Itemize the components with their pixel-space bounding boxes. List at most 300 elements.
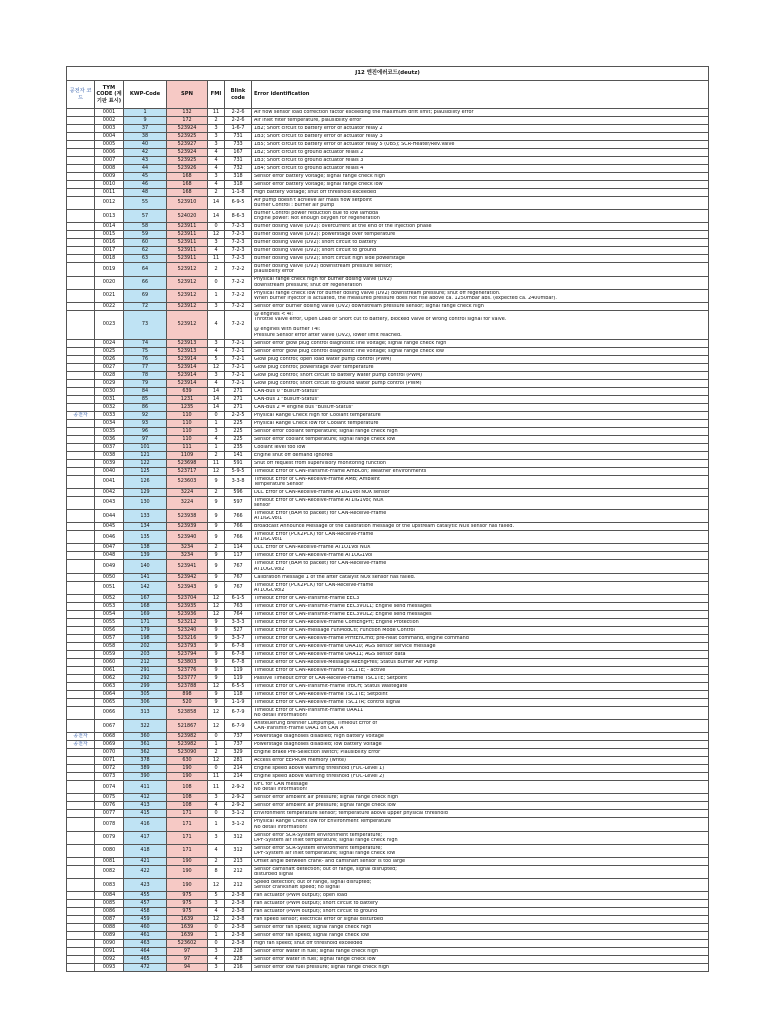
- tym-code-cell: 0007: [95, 157, 124, 165]
- error-identification-cell: [252, 157, 709, 165]
- fmi-cell: 0: [208, 924, 225, 932]
- spn-cell: 108: [167, 781, 208, 794]
- blink-code-cell: 216: [225, 964, 252, 972]
- error-text-line: Timeout Error of CAN-Receive-Frame UAA10; AGS sensor service message: [254, 643, 436, 649]
- spn-cell: 523717: [167, 467, 208, 475]
- blink-code-cell: 2-3-8: [225, 900, 252, 908]
- group-code-cell: [67, 698, 95, 706]
- error-text-line: Timeout Error of CAN-Receive-Frame PrHtEnCmd; pre-heat command, engine command: [254, 635, 469, 641]
- tym-code-cell: 0046: [95, 531, 124, 544]
- kwp-code-cell: 63: [124, 255, 167, 263]
- group-code-cell: [67, 642, 95, 650]
- table-row: [67, 844, 709, 857]
- error-text-line: Sensor crankshaft speed; no signal: [254, 885, 340, 891]
- blink-code-cell: 766: [225, 531, 252, 544]
- spn-cell: 523911: [167, 239, 208, 247]
- spn-cell: 523212: [167, 618, 208, 626]
- error-identification-cell: [252, 618, 709, 626]
- table-row: [67, 510, 709, 523]
- blink-code-cell: 7-2-1: [225, 379, 252, 387]
- error-identification-cell: [252, 741, 709, 749]
- error-text-line: Fan actuator (PWM output); short circuit to ground: [254, 909, 378, 915]
- fmi-cell: 12: [208, 682, 225, 690]
- kwp-code-cell: 122: [124, 459, 167, 467]
- tym-code-cell: 0066: [95, 706, 124, 719]
- blink-code-cell: 3-3-3: [225, 618, 252, 626]
- kwp-code-cell: 292: [124, 674, 167, 682]
- table-row: [67, 263, 709, 276]
- error-text-line: Burner dosing valve (DV2): short circuit to battery: [254, 240, 377, 246]
- kwp-code-cell: 73: [124, 310, 167, 339]
- tym-code-cell: 0029: [95, 379, 124, 387]
- fmi-cell: 12: [208, 916, 225, 924]
- table-row: [67, 765, 709, 773]
- tym-code-cell: 0040: [95, 467, 124, 475]
- kwp-code-cell: 72: [124, 302, 167, 310]
- kwp-code-cell: 37: [124, 125, 167, 133]
- blink-code-cell: 119: [225, 666, 252, 674]
- blink-code-cell: 214: [225, 773, 252, 781]
- tym-code-cell: 0071: [95, 757, 124, 765]
- fmi-cell: 12: [208, 879, 225, 892]
- blink-code-cell: 6-9-5: [225, 197, 252, 210]
- spn-cell: 523935: [167, 602, 208, 610]
- fmi-cell: 3: [208, 427, 225, 435]
- table-row: [67, 642, 709, 650]
- kwp-code-cell: 48: [124, 189, 167, 197]
- tym-code-cell: 0057: [95, 634, 124, 642]
- table-row: [67, 666, 709, 674]
- blink-code-cell: 318: [225, 181, 252, 189]
- table-row: [67, 395, 709, 403]
- spn-cell: 523698: [167, 459, 208, 467]
- kwp-code-cell: 96: [124, 427, 167, 435]
- error-text-line: AT1OGCVol2: [254, 566, 285, 572]
- error-identification-cell: [252, 189, 709, 197]
- fmi-cell: 3: [208, 794, 225, 802]
- error-identification-cell: [252, 523, 709, 531]
- kwp-code-cell: 422: [124, 865, 167, 878]
- blink-code-cell: 329: [225, 749, 252, 757]
- table-row: [67, 900, 709, 908]
- error-identification-cell: [252, 857, 709, 865]
- error-identification-cell: [252, 552, 709, 560]
- fmi-cell: 3: [208, 900, 225, 908]
- tym-code-cell: 0022: [95, 302, 124, 310]
- fmi-cell: 12: [208, 602, 225, 610]
- kwp-code-cell: 45: [124, 173, 167, 181]
- kwp-code-cell: 130: [124, 496, 167, 509]
- tym-code-cell: 0068: [95, 733, 124, 741]
- table-row: [67, 125, 709, 133]
- blink-code-cell: 767: [225, 560, 252, 573]
- fmi-cell: 3: [208, 302, 225, 310]
- spn-cell: 630: [167, 757, 208, 765]
- error-identification-cell: [252, 844, 709, 857]
- group-code-cell: 공전자: [67, 733, 95, 741]
- blink-code-cell: 2-3-8: [225, 908, 252, 916]
- tym-code-cell: 0056: [95, 626, 124, 634]
- error-text-line: CAN-Bus 2 = engine bus "BusOff-Status": [254, 404, 354, 410]
- fmi-cell: 9: [208, 666, 225, 674]
- kwp-code-cell: 135: [124, 531, 167, 544]
- error-text-line: Environment temperature sensor; temperature above upper physical threshold: [254, 811, 448, 817]
- table-row: [67, 289, 709, 302]
- tym-code-cell: 0023: [95, 310, 124, 339]
- blink-code-cell: 7-2-3: [225, 239, 252, 247]
- error-text-line: Sensor error burner dosing valve (DV2) downstream pressure sensor; signal range check high: [254, 303, 484, 309]
- blink-code-cell: 2-3-8: [225, 940, 252, 948]
- blink-code-cell: 3-3-7: [225, 634, 252, 642]
- error-text-line: DLC Error of CAN-Receive-Frame AT1IG1Vol NOX sensor: [254, 489, 390, 495]
- tym-code-cell: 0028: [95, 371, 124, 379]
- blink-code-cell: 2-9-2: [225, 794, 252, 802]
- error-text-line: Burner Control power reduction due to low lambda: [254, 211, 379, 217]
- fmi-cell: 9: [208, 626, 225, 634]
- kwp-code-cell: 411: [124, 781, 167, 794]
- group-code-cell: [67, 276, 95, 289]
- kwp-code-cell: 362: [124, 749, 167, 757]
- table-row: [67, 379, 709, 387]
- error-identification-cell: [252, 900, 709, 908]
- group-code-cell: [67, 239, 95, 247]
- kwp-code-cell: 313: [124, 706, 167, 719]
- blink-code-cell: 212: [225, 879, 252, 892]
- error-identification-cell: [252, 610, 709, 618]
- fmi-cell: 2: [208, 263, 225, 276]
- group-code-cell: [67, 552, 95, 560]
- error-text-line: Timeout Error of CAN-Receive-Frame TSC1TR; control signal: [254, 699, 401, 705]
- error-text-line: plausibility error: [254, 269, 294, 275]
- spn-cell: 975: [167, 900, 208, 908]
- blink-code-cell: 6-1-5: [225, 594, 252, 602]
- table-row: [67, 371, 709, 379]
- spn-cell: 523924: [167, 125, 208, 133]
- error-text-line: downstream pressure; shut off regeneration: [254, 282, 362, 288]
- error-identification-cell: [252, 634, 709, 642]
- spn-cell: 190: [167, 773, 208, 781]
- spn-cell: 1639: [167, 916, 208, 924]
- group-code-cell: [67, 706, 95, 719]
- kwp-code-cell: 60: [124, 239, 167, 247]
- kwp-code-cell: 198: [124, 634, 167, 642]
- spn-cell: 524020: [167, 210, 208, 223]
- error-identification-cell: [252, 831, 709, 844]
- table-title-row: [67, 67, 709, 81]
- blink-code-cell: 1-1-9: [225, 698, 252, 706]
- kwp-code-cell: 62: [124, 247, 167, 255]
- group-code-cell: [67, 355, 95, 363]
- kwp-code-cell: 92: [124, 411, 167, 419]
- error-text-line: AT1IGCVol1: [254, 516, 283, 522]
- spn-cell: 523924: [167, 149, 208, 157]
- error-text-line: Timeout error of CAN-Receive-Message ReEngPres; Status Burner Air Pump: [254, 659, 438, 665]
- tym-code-cell: 0059: [95, 650, 124, 658]
- table-row: [67, 610, 709, 618]
- blink-code-cell: 732: [225, 165, 252, 173]
- error-text-line: Burner Control : burner air pump: [254, 203, 335, 209]
- error-identification-cell: [252, 109, 709, 117]
- kwp-code-cell: 378: [124, 757, 167, 765]
- error-text-line: Physical Range Check low for Environment Temperature: [254, 819, 392, 825]
- error-text-line: Engine speed above warning threshold (FOC-Level 1): [254, 766, 385, 772]
- error-identification-cell: [252, 956, 709, 964]
- error-identification-cell: [252, 650, 709, 658]
- fmi-cell: 12: [208, 363, 225, 371]
- group-code-cell: [67, 451, 95, 459]
- blink-code-cell: 228: [225, 956, 252, 964]
- spn-cell: 97: [167, 948, 208, 956]
- blink-code-cell: 119: [225, 674, 252, 682]
- fmi-cell: 0: [208, 810, 225, 818]
- error-text-line: Sensor error battery voltage; signal range check high: [254, 173, 385, 179]
- group-code-cell: [67, 634, 95, 642]
- group-code-cell: [67, 924, 95, 932]
- error-text-line: DPF-System air inlet temperature; signal range check low: [254, 850, 396, 856]
- table-row: [67, 403, 709, 411]
- tym-code-cell: 0055: [95, 618, 124, 626]
- kwp-code-cell: 305: [124, 690, 167, 698]
- fmi-cell: 12: [208, 757, 225, 765]
- spn-cell: 108: [167, 802, 208, 810]
- fmi-cell: 9: [208, 698, 225, 706]
- error-identification-cell: [252, 419, 709, 427]
- fmi-cell: 1: [208, 443, 225, 451]
- fmi-cell: 4: [208, 247, 225, 255]
- kwp-code-cell: 455: [124, 892, 167, 900]
- fmi-cell: 12: [208, 231, 225, 239]
- error-text-line: Ansteuerung Brenner Luftpumpe, Timeout Error of: [254, 720, 378, 726]
- blink-code-cell: 214: [225, 765, 252, 773]
- tym-code-cell: 0076: [95, 802, 124, 810]
- fmi-cell: 11: [208, 109, 225, 117]
- blink-code-cell: 7-2-1: [225, 339, 252, 347]
- tym-code-cell: 0015: [95, 231, 124, 239]
- blink-code-cell: 318: [225, 173, 252, 181]
- tym-code-cell: 0073: [95, 773, 124, 781]
- header-spn: SPN: [167, 81, 208, 109]
- spn-cell: 523788: [167, 682, 208, 690]
- error-text-line: @ engines < 4l:: [254, 311, 293, 317]
- spn-cell: 171: [167, 844, 208, 857]
- table-row: [67, 573, 709, 581]
- error-identification-cell: [252, 802, 709, 810]
- blink-code-cell: 312: [225, 844, 252, 857]
- tym-code-cell: 0047: [95, 544, 124, 552]
- blink-code-cell: 3-1-2: [225, 810, 252, 818]
- table-row: [67, 496, 709, 509]
- spn-cell: 523941: [167, 560, 208, 573]
- group-code-cell: [67, 443, 95, 451]
- tym-code-cell: 0079: [95, 831, 124, 844]
- error-text-line: Glow plug control; short circuit to battery water pump control (PWM): [254, 372, 423, 378]
- blink-code-cell: 7-2-2: [225, 289, 252, 302]
- error-identification-cell: [252, 642, 709, 650]
- spn-cell: 168: [167, 173, 208, 181]
- fmi-cell: 14: [208, 197, 225, 210]
- fmi-cell: 4: [208, 435, 225, 443]
- error-text-line: Timeout Error of CAN-Receive-Frame TSC1TE; Setpoint: [254, 691, 388, 697]
- error-identification-cell: [252, 682, 709, 690]
- error-identification-cell: [252, 141, 709, 149]
- kwp-code-cell: 85: [124, 395, 167, 403]
- tym-code-cell: 0089: [95, 932, 124, 940]
- kwp-code-cell: 79: [124, 379, 167, 387]
- error-identification-cell: [252, 355, 709, 363]
- error-identification-cell: [252, 733, 709, 741]
- error-text-line: Sensor camshaft detection; out of range, signal disrupted;: [254, 866, 397, 872]
- spn-cell: 520: [167, 698, 208, 706]
- kwp-code-cell: 121: [124, 451, 167, 459]
- group-code-cell: [67, 363, 95, 371]
- kwp-code-cell: 360: [124, 733, 167, 741]
- fmi-cell: 9: [208, 690, 225, 698]
- blink-code-cell: 3-1-2: [225, 818, 252, 831]
- error-identification-cell: [252, 181, 709, 189]
- spn-cell: 523911: [167, 223, 208, 231]
- kwp-code-cell: 412: [124, 794, 167, 802]
- tym-code-cell: 0011: [95, 189, 124, 197]
- fmi-cell: 9: [208, 475, 225, 488]
- group-code-cell: [67, 674, 95, 682]
- kwp-code-cell: 463: [124, 940, 167, 948]
- error-identification-cell: [252, 690, 709, 698]
- tym-code-cell: 0018: [95, 255, 124, 263]
- error-text-line: Throttle valve error, Open Load or Short cut to Battery, blocked valve or wrong control signal for valve.: [254, 317, 507, 323]
- error-text-line: Coolant level too low: [254, 444, 306, 450]
- blink-code-cell: 7-2-3: [225, 247, 252, 255]
- kwp-code-cell: 458: [124, 908, 167, 916]
- table-row: [67, 749, 709, 757]
- group-code-cell: [67, 435, 95, 443]
- tym-code-cell: 0078: [95, 818, 124, 831]
- error-identification-cell: [252, 395, 709, 403]
- kwp-code-cell: 361: [124, 741, 167, 749]
- spn-cell: 190: [167, 865, 208, 878]
- spn-cell: 523240: [167, 626, 208, 634]
- blink-code-cell: 733: [225, 141, 252, 149]
- table-row: [67, 720, 709, 733]
- fmi-cell: 3: [208, 125, 225, 133]
- table-row: [67, 626, 709, 634]
- error-identification-cell: [252, 435, 709, 443]
- group-code-cell: [67, 857, 95, 865]
- table-row: [67, 488, 709, 496]
- tym-code-cell: 0027: [95, 363, 124, 371]
- spn-cell: 168: [167, 181, 208, 189]
- error-identification-cell: [252, 602, 709, 610]
- error-identification-cell: [252, 781, 709, 794]
- group-code-cell: [67, 173, 95, 181]
- blink-code-cell: 7-2-2: [225, 263, 252, 276]
- tym-code-cell: 0008: [95, 165, 124, 173]
- fmi-cell: 9: [208, 650, 225, 658]
- table-row: [67, 347, 709, 355]
- error-identification-cell: [252, 773, 709, 781]
- kwp-code-cell: 84: [124, 387, 167, 395]
- group-code-cell: [67, 289, 95, 302]
- blink-code-cell: 597: [225, 496, 252, 509]
- blink-code-cell: 2-2-6: [225, 109, 252, 117]
- tym-code-cell: 0062: [95, 674, 124, 682]
- error-text-line: Sensor error SCR-System environment temperature;: [254, 832, 383, 838]
- blink-code-cell: 7-2-1: [225, 371, 252, 379]
- blink-code-cell: 6-7-9: [225, 720, 252, 733]
- error-identification-cell: [252, 371, 709, 379]
- spn-cell: 168: [167, 189, 208, 197]
- kwp-code-cell: 46: [124, 181, 167, 189]
- tym-code-cell: 0012: [95, 197, 124, 210]
- fmi-cell: 1: [208, 741, 225, 749]
- error-text-line: Sensor error ambient air pressure; signal range check low: [254, 803, 396, 809]
- spn-cell: 523938: [167, 510, 208, 523]
- kwp-code-cell: 459: [124, 916, 167, 924]
- error-identification-cell: [252, 302, 709, 310]
- error-identification-cell: [252, 531, 709, 544]
- tym-code-cell: 0003: [95, 125, 124, 133]
- spn-cell: 523911: [167, 231, 208, 239]
- error-text-line: Shut off request from supervisory monitoring function: [254, 460, 387, 466]
- fmi-cell: 0: [208, 765, 225, 773]
- error-text-line: Engine power: Not enough oxygen for regeneration: [254, 216, 380, 222]
- blink-code-cell: 167: [225, 149, 252, 157]
- error-text-line: Burner dosing valve (DV2) downstream pressure sensor;: [254, 264, 393, 270]
- error-text-line: Engine speed above warning threshold (FOC-Level 2): [254, 774, 385, 780]
- table-row: [67, 355, 709, 363]
- error-text-line: 1B3; Short circuit to ground actuator relais 3: [254, 157, 364, 163]
- table-row: [67, 810, 709, 818]
- blink-code-cell: 6-5-5: [225, 682, 252, 690]
- blink-code-cell: 7-2-3: [225, 223, 252, 231]
- error-text-line: Sensor error coolant temperature; signal range check high: [254, 428, 398, 434]
- error-text-line: Sensor error water in fuel; signal range check high: [254, 949, 378, 955]
- kwp-code-cell: 142: [124, 581, 167, 594]
- error-identification-cell: [252, 347, 709, 355]
- error-identification-cell: [252, 467, 709, 475]
- blink-code-cell: 6-7-8: [225, 658, 252, 666]
- fmi-cell: 3: [208, 339, 225, 347]
- spn-cell: 97: [167, 956, 208, 964]
- fmi-cell: 11: [208, 255, 225, 263]
- kwp-code-cell: 421: [124, 857, 167, 865]
- table-row: [67, 239, 709, 247]
- error-identification-cell: [252, 924, 709, 932]
- blink-code-cell: 1-1-8: [225, 189, 252, 197]
- spn-cell: 523803: [167, 658, 208, 666]
- fmi-cell: 9: [208, 642, 225, 650]
- tym-code-cell: 0041: [95, 475, 124, 488]
- blink-code-cell: 766: [225, 510, 252, 523]
- group-code-cell: [67, 844, 95, 857]
- spn-cell: 190: [167, 765, 208, 773]
- fmi-cell: 0: [208, 733, 225, 741]
- tym-code-cell: 0033: [95, 411, 124, 419]
- tym-code-cell: 0064: [95, 690, 124, 698]
- error-text-line: sensor: [254, 503, 271, 509]
- error-text-line: Timeout Error (BAM to packet) for CAN-Receive-Frame: [254, 561, 387, 567]
- group-code-cell: [67, 510, 95, 523]
- blink-code-cell: 271: [225, 387, 252, 395]
- fmi-cell: 4: [208, 181, 225, 189]
- table-row: [67, 411, 709, 419]
- kwp-code-cell: 75: [124, 347, 167, 355]
- tym-code-cell: 0069: [95, 741, 124, 749]
- tym-code-cell: 0037: [95, 443, 124, 451]
- spn-cell: 523914: [167, 371, 208, 379]
- blink-code-cell: 5-9-5: [225, 467, 252, 475]
- table-row: [67, 223, 709, 231]
- fmi-cell: 4: [208, 802, 225, 810]
